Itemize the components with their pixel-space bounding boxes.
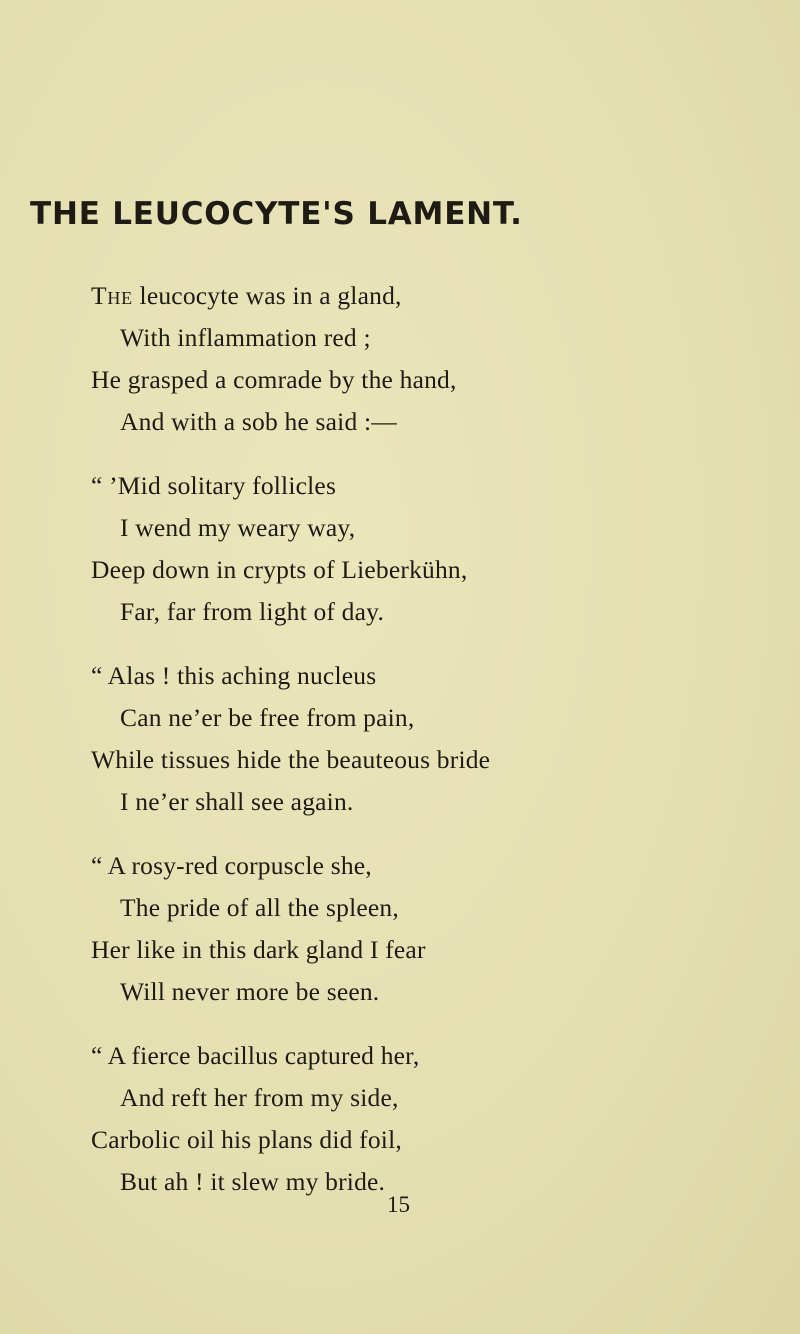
poem-line: Can ne’er be free from pain, xyxy=(120,703,415,732)
poem-line: Far, far from light of day. xyxy=(120,597,385,626)
poem-line: And with a sob he said :— xyxy=(120,407,397,436)
page-number: 15 xyxy=(387,1192,410,1217)
poem-line: Will never more be seen. xyxy=(120,977,380,1006)
poem-line: The pride of all the spleen, xyxy=(120,893,399,922)
poem-line xyxy=(91,283,402,309)
poem-line: With inflammation red ; xyxy=(120,323,371,352)
poem-line: I wend my weary way, xyxy=(120,513,356,542)
poem-line: Her like in this dark gland I fear xyxy=(91,935,426,964)
poem-line: “ A fierce bacillus captured her, xyxy=(91,1041,420,1070)
poem-line: “ Alas ! this aching nucleus xyxy=(91,661,377,690)
poem-line: And reft her from my side, xyxy=(120,1083,399,1112)
poem-title: THE LEUCOCYTE'S LAMENT. xyxy=(30,196,523,232)
poem-line: Deep down in crypts of Lieberkühn, xyxy=(91,555,468,584)
poem-first-word: The xyxy=(91,281,133,310)
poem-line: He grasped a comrade by the hand, xyxy=(91,365,457,394)
poem-line: I ne’er shall see again. xyxy=(120,787,354,816)
poem-line: Carbolic oil his plans did foil, xyxy=(91,1125,402,1154)
poem-line: “ ’Mid solitary follicles xyxy=(91,471,337,500)
poem-line: But ah ! it slew my bride. xyxy=(120,1167,386,1196)
poem-line: While tissues hide the beauteous bride xyxy=(91,745,491,774)
poem-line-text: leucocyte was in a gland, xyxy=(132,281,402,310)
poem-line: “ A rosy-red corpuscle she, xyxy=(91,851,372,880)
